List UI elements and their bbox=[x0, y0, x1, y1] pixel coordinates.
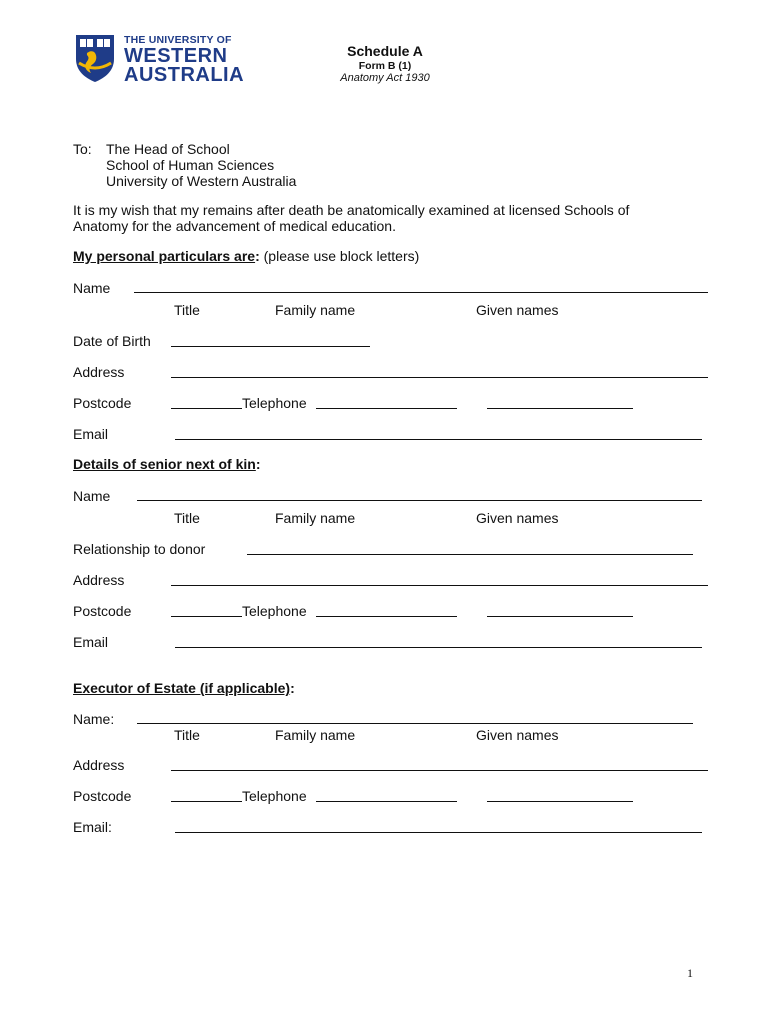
kin-address-field[interactable] bbox=[171, 585, 708, 586]
personal-title-caption: Title bbox=[174, 302, 200, 318]
personal-address-field[interactable] bbox=[171, 377, 708, 378]
kin-title-caption: Title bbox=[174, 510, 200, 526]
logo-text-line-3: AUSTRALIA bbox=[124, 64, 245, 86]
logo-text-line-1: THE UNIVERSITY OF bbox=[124, 34, 232, 46]
executor-title-caption: Title bbox=[174, 727, 200, 743]
personal-heading-note: (please use block letters) bbox=[259, 248, 420, 264]
page-number: 1 bbox=[687, 966, 693, 980]
logo-text-line-2: WESTERN bbox=[124, 45, 228, 67]
personal-telephone-label: Telephone bbox=[242, 395, 307, 411]
kin-heading-text: Details of senior next of kin bbox=[73, 456, 256, 472]
executor-telephone-field-2[interactable] bbox=[487, 801, 633, 802]
executor-section-heading bbox=[73, 680, 295, 696]
kin-postcode-label: Postcode bbox=[73, 603, 132, 619]
kin-address-label: Address bbox=[73, 572, 125, 588]
executor-email-label: Email: bbox=[73, 819, 112, 835]
executor-address-field[interactable] bbox=[171, 770, 708, 771]
personal-family-name-caption: Family name bbox=[275, 302, 356, 318]
executor-postcode-field[interactable] bbox=[171, 801, 242, 802]
kin-telephone-field-2[interactable] bbox=[487, 616, 633, 617]
personal-given-names-caption: Given names bbox=[476, 302, 559, 318]
personal-heading-colon: : bbox=[255, 248, 260, 264]
kin-telephone-label: Telephone bbox=[242, 603, 307, 619]
dob-label: Date of Birth bbox=[73, 333, 151, 349]
executor-heading-colon: : bbox=[290, 680, 295, 696]
to-label: To: bbox=[73, 141, 92, 157]
kin-heading-colon: : bbox=[255, 456, 261, 472]
personal-email-field[interactable] bbox=[175, 439, 702, 440]
kin-name-label: Name bbox=[73, 488, 111, 504]
kin-email-field[interactable] bbox=[175, 647, 702, 648]
kin-given-names-caption: Given names bbox=[476, 510, 559, 526]
executor-name-label: Name: bbox=[73, 711, 115, 727]
personal-name-label: Name bbox=[73, 280, 111, 296]
statement-line-1: It is my wish that my remains after death be anatomically examined at licensed Schools of bbox=[73, 202, 630, 218]
kin-section-heading bbox=[73, 456, 261, 472]
recipient-line-3: University of Western Australia bbox=[106, 173, 297, 189]
relationship-label: Relationship to donor bbox=[73, 541, 206, 557]
schedule-title: Schedule A bbox=[347, 43, 423, 59]
form-code: Form B (1) bbox=[358, 60, 412, 72]
personal-address-label: Address bbox=[73, 364, 125, 380]
personal-heading-text: My personal particulars are bbox=[73, 248, 256, 264]
personal-email-label: Email bbox=[73, 426, 109, 442]
executor-heading-text: Executor of Estate (if applicable) bbox=[73, 680, 291, 696]
personal-postcode-field[interactable] bbox=[171, 408, 242, 409]
personal-section-heading bbox=[73, 248, 419, 264]
executor-given-names-caption: Given names bbox=[476, 727, 559, 743]
recipient-line-2: School of Human Sciences bbox=[106, 157, 275, 173]
personal-telephone-field-1[interactable] bbox=[316, 408, 457, 409]
recipient-line-1: The Head of School bbox=[106, 141, 230, 157]
statement-line-2: Anatomy for the advancement of medical education. bbox=[73, 218, 396, 234]
executor-postcode-label: Postcode bbox=[73, 788, 132, 804]
executor-address-label: Address bbox=[73, 757, 125, 773]
executor-telephone-label: Telephone bbox=[242, 788, 307, 804]
executor-name-field[interactable] bbox=[137, 723, 693, 724]
act-name: Anatomy Act 1930 bbox=[340, 72, 430, 84]
kin-telephone-field-1[interactable] bbox=[316, 616, 457, 617]
personal-telephone-field-2[interactable] bbox=[487, 408, 633, 409]
kin-family-name-caption: Family name bbox=[275, 510, 356, 526]
executor-email-field[interactable] bbox=[175, 832, 702, 833]
executor-telephone-field-1[interactable] bbox=[316, 801, 457, 802]
personal-postcode-label: Postcode bbox=[73, 395, 132, 411]
personal-name-field[interactable] bbox=[134, 292, 708, 293]
kin-postcode-field[interactable] bbox=[171, 616, 242, 617]
kin-email-label: Email bbox=[73, 634, 109, 650]
relationship-field[interactable] bbox=[247, 554, 693, 555]
executor-family-name-caption: Family name bbox=[275, 727, 356, 743]
dob-field[interactable] bbox=[171, 346, 370, 347]
kin-name-field[interactable] bbox=[137, 500, 702, 501]
